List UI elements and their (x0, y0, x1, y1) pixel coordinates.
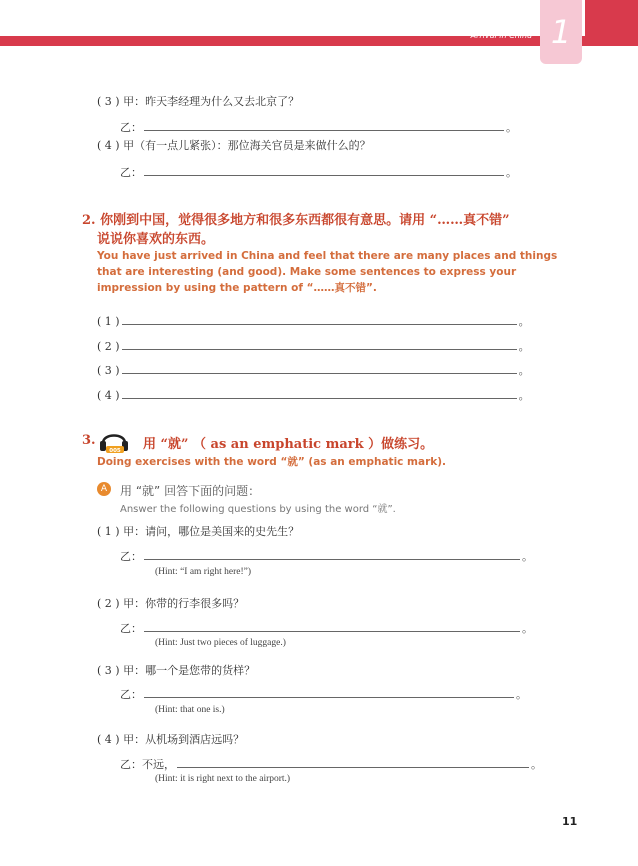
section2-title-line2: 说说你喜欢的东西。 (97, 232, 215, 247)
headphone-audio-icon[interactable] (98, 427, 130, 455)
item-number: ( 4 ) (97, 389, 120, 402)
item-number: ( 3 ) (97, 364, 120, 377)
s2-item-3: ( 3 ) 。 (97, 364, 530, 377)
section3-number: 3. (82, 433, 96, 448)
chapter-number: 1 (550, 13, 572, 51)
answer-prefix: 乙： (120, 550, 142, 563)
answer-blank[interactable] (144, 558, 520, 560)
chapter-title-cn: 到达中国 (495, 23, 532, 33)
answer-prefix: 乙： (120, 166, 142, 179)
s3-question-2: ( 2 ) 甲：你带的行李很多吗？ (97, 597, 245, 610)
answer-blank[interactable] (144, 129, 504, 131)
s2-item-2: ( 2 ) 。 (97, 340, 530, 353)
s3-hint-2: (Hint: Just two pieces of luggage.) (155, 638, 286, 648)
s3-answer-line-3: 乙： 。 (120, 688, 527, 701)
answer-line-3-top: 乙： 。 (120, 121, 517, 134)
sub-a-instruction-cn: 用 “就” 回答下面的问题： (120, 484, 261, 498)
s3-question-4: ( 4 ) 甲：从机场到酒店远吗？ (97, 733, 245, 746)
answer-prefix: 乙： (120, 688, 142, 701)
chapter-tab (540, 0, 582, 64)
sub-a-instruction-en: Answer the following questions by using the word “就”. (120, 504, 396, 515)
chapter-title-en: Arrival in China (470, 31, 532, 40)
item-number: ( 1 ) (97, 315, 120, 328)
page-number: 11 (562, 815, 578, 828)
answer-blank[interactable] (122, 348, 517, 350)
section3-title: 用 “就” （ as an emphatic mark ）做练习。 (143, 437, 434, 452)
s3-hint-4: (Hint: it is right next to the airport.) (155, 774, 291, 784)
answer-blank[interactable] (144, 696, 514, 698)
question-4-top: ( 4 ) 甲（有一点儿紧张）：那位海关官员是来做什么的？ (97, 139, 371, 152)
s3-answer-line-2: 乙： 。 (120, 622, 533, 635)
s3-answer-line-1: 乙： 。 (120, 550, 533, 563)
answer-prefix: 乙：不远， (120, 758, 175, 771)
answer-blank[interactable] (177, 766, 529, 768)
section2-title-line1: 2. 你刚到中国，觉得很多地方和很多东西都很有意思。请用 “……真不错” (82, 213, 510, 228)
sub-a-badge: A (97, 482, 111, 496)
item-number: ( 2 ) (97, 340, 120, 353)
answer-prefix: 乙： (120, 622, 142, 635)
answer-blank[interactable] (122, 372, 517, 374)
s2-item-1: ( 1 ) 。 (97, 315, 530, 328)
s3-answer-line-4: 乙：不远， 。 (120, 758, 542, 771)
s3-question-1: ( 1 ) 甲：请问，哪位是美国来的史先生？ (97, 525, 300, 538)
audio-track-label: 005 (109, 448, 121, 454)
s3-hint-1: (Hint: “I am right here!”) (155, 567, 252, 577)
answer-blank[interactable] (144, 630, 520, 632)
section3-english: Doing exercises with the word “就” (as an emphatic mark). (97, 456, 447, 468)
answer-blank[interactable] (122, 323, 517, 325)
answer-line-4-top: 乙： 。 (120, 166, 517, 179)
answer-blank[interactable] (122, 397, 517, 399)
question-3-top: ( 3 ) 甲：昨天李经理为什么又去北京了？ (97, 95, 300, 108)
section2-english: You have just arrived in China and feel that there are many places and things that are interesting (and good). Make some sentences to express your impression by using the pattern of “……真不错”. (97, 250, 558, 294)
answer-prefix: 乙： (120, 121, 142, 134)
s2-item-4: ( 4 ) 。 (97, 389, 530, 402)
s3-question-3: ( 3 ) 甲：哪一个是您带的货样？ (97, 664, 256, 677)
s3-hint-3: (Hint: that one is.) (155, 705, 225, 715)
answer-blank[interactable] (144, 174, 504, 176)
